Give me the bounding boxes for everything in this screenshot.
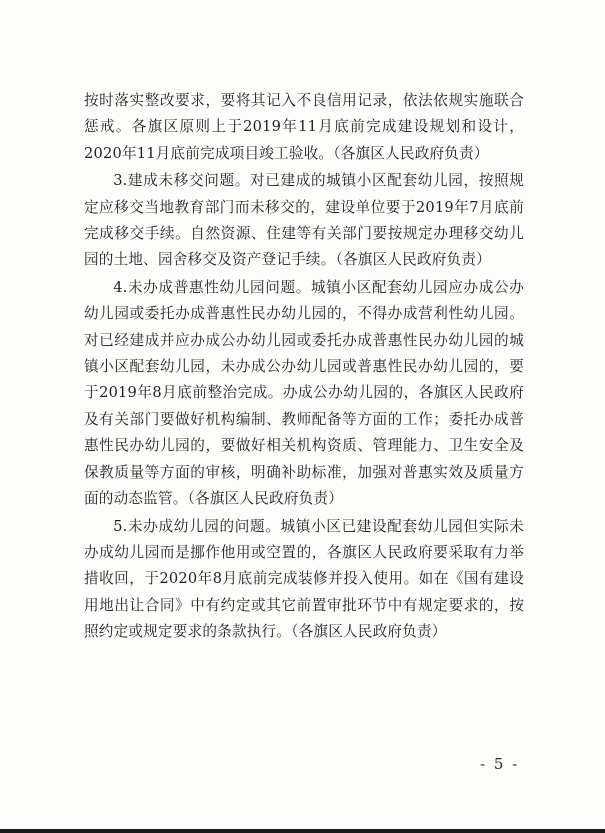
paragraph-item-3: 3.建成未移交问题。对已建成的城镇小区配套幼儿园，按照规定应移交当地教育部门而未移交的，建设单位要于2019年7月底前完成移交手续。自然资源、住建等有关部门要按规定办理移交幼儿园的土地、园舍移交及资产登记手续。（各旗区人民政府负责） — [84, 172, 524, 269]
scan-bottom-edge — [0, 829, 605, 833]
document-body — [84, 88, 524, 647]
paragraph-continuation: 按时落实整改要求，要将其记入不良信用记录，依法依规实施联合惩戒。各旗区原则上于2019年11月底前完成建设规划和设计，2020年11月底前完成项目竣工验收。（各旗区人民政府负责） — [84, 92, 524, 162]
paragraph-item-5: 5.未办成幼儿园的问题。城镇小区已建设配套幼儿园但实际未办成幼儿园而是挪作他用或空置的，各旗区人民政府要采取有力举措收回，于2020年8月底前完成装修并投入使用。如在《国有建设用地出让合同》中有约定或其它前置审批环节中有规定要求的，按照约定或规定要求的条款执行。（各旗区人民政府负责） — [84, 517, 524, 641]
paragraph-item-4: 4.未办成普惠性幼儿园问题。城镇小区配套幼儿园应办成公办幼儿园或委托办成普惠性民办幼儿园的，不得办成营利性幼儿园。对已经建成并应办成公办幼儿园或委托办成普惠性民办幼儿园的城镇小区配套幼儿园，未办成公办幼儿园或普惠性民办幼儿园的，要于2019年8月底前整治完成。办成公办幼儿园的，各旗区人民政府及有关部门要做好机构编制、教师配备等方面的工作；委托办成普惠性民办幼儿园的，要做好相关机构资质、管理能力、卫生安全及保教质量等方面的审核，明确补助标准，加强对普惠实效及质量方面的动态监管。（各旗区人民政府负责） — [84, 278, 524, 508]
page-number: - 5 - — [480, 755, 520, 773]
